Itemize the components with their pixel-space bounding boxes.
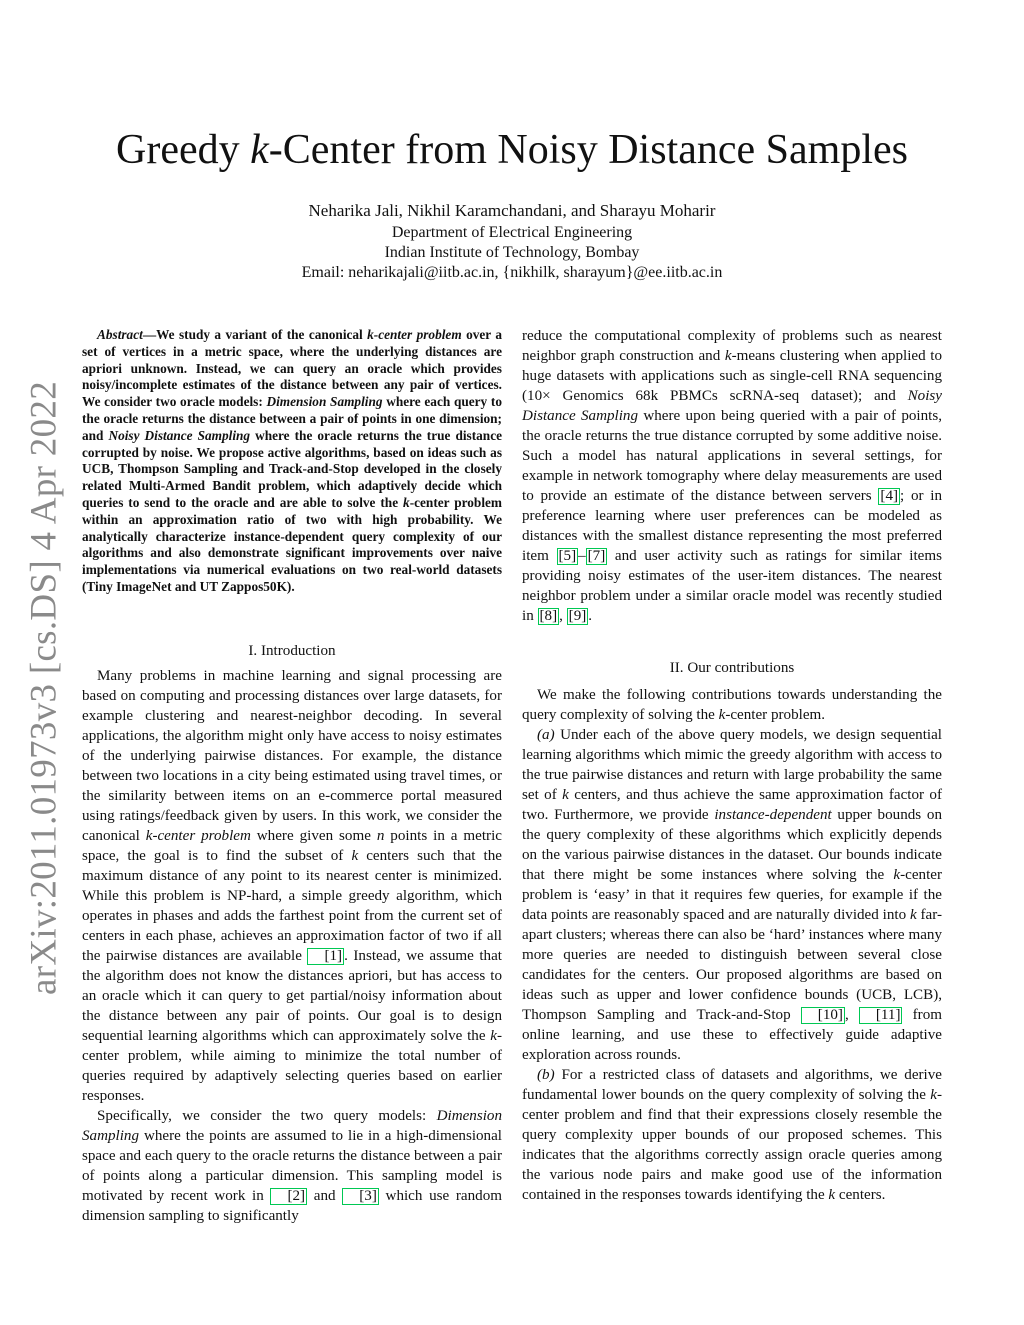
contributions-body: We make the following contributions towards understanding the query complexity of solving the k-center problem. (a) Under each of the above query models, we design sequential learning algorithms which mimic the greedy algorithm with access to the true pairwise distances and return with large probability the same set of k centers, and thus achieve the same approximation factor of two. Furthermore, we provide instance-dependent upper bounds on the query complexity of these algorithms which explicitly depends on the various pairwise distances in the dataset. Our bounds indicate that there might be some instances where solving the k-center problem is ‘easy’ in that it requires few queries, for example if the data points are reasonably spaced and are naturally divided into k far-apart clusters; whereas there can also be ‘hard’ instances where many more queries are needed to distinguish between several close candidates for the centers. Our proposed algorithms are based on ideas such as upper and lower confidence bounds (UCB, LCB), Thompson Sampling and Track-and-Stop [10] , [11] from online learning, and use these to effectively guide adaptive exploration across rounds. (b) For a restricted class of datasets and algorithms, we derive fundamental lower bounds on the query complexity of solving the k-center problem and find that their expressions closely resemble the query complexity upper bounds of our proposed schemes. This indicates that the algorithms correctly assign oracle queries among the various node pairs and make good use of the information contained in the responses towards identifying the k centers. [522,687,943,1203]
citation-link[interactable]: [10] [801,1007,845,1024]
arxiv-identifier: arXiv:2011.01973v3 [cs.DS] 4 Apr 2022 [23,380,65,996]
department: Department of Electrical Engineering [391,224,633,241]
citation-link[interactable]: [9] [568,608,587,624]
right-column-continuation: reduce the computational complexity of problems such as nearest neighbor graph construction and k-means clustering when applied to huge datasets with applications such as single-cell RNA sequencing (10× Genomics 68k PBMCs scRNA-seq dataset); and Noisy Distance Sampling where upon being queried with a pair of points, the oracle returns the true distance corrupted by some additive noise. Such a model has natural applications in several settings, for example in network tomography where delay measurements are used to provide an estimate of the distance between servers [4] ; or in preference learning where user preferences can be modeled as distances with the smallest distance representing the most preferred item [5] – [7] and user activity such as ratings for similar items providing noisy estimates of the user-item distances. The nearest neighbor problem under a similar oracle model was recently studied in [8] , [9] . [522,328,942,624]
citation-link[interactable]: [4] [880,488,899,504]
citation-link[interactable]: [1] [307,948,344,965]
authors: Neharika Jali, Nikhil Karamchandani, and Sharayu Moharir [308,201,716,220]
citation-link[interactable]: [7] [587,548,606,564]
section-1-heading: I. Introduction [248,643,336,659]
abstract: Abstract—We study a variant of the canonical k-center problem over a set of vertices in a metric space, where the underlying distances are apriori unknown. Instead, we can query an oracle which provides noisy/incomplete estimates of the distance between any pair of vertices. We consider two oracle models: Dimension Sampling where each query to the oracle returns the distance between a pair of points in one dimension; and Noisy Distance Sampling where the oracle returns the true distance corrupted by noise. We propose active algorithms, based on ideas such as UCB, Thompson Sampling and Track-and-Stop developed in the closely related Multi-Armed Bandit problem, which adaptively decide which queries to send to the oracle and are able to solve the k-center problem within an approximation ratio of two with high probability. We analytically characterize instance-dependent query complexity of our algorithms and also demonstrate significant improvements over naive implementations via numerical evaluations on two real-world datasets (Tiny ImageNet and UT Zappos50K). [82,327,503,594]
institute: Indian Institute of Technology, Bombay [384,244,640,261]
introduction-body: Many problems in machine learning and signal processing are based on computing and processing distances over large datasets, for example clustering and nearest-neighbor decoding. In several applications, the algorithm might only have access to noisy estimates of the underlying pairwise distances. For example, the distance between two locations in a city being estimated using travel times, or the similarity between items on an e-commerce portal measured using ratings/feedback given by users. In this work, we consider the canonical k-center problem where given some n points in a metric space, the goal is to find the subset of k centers such that the maximum distance of any point to its nearest center is minimized. While this problem is NP-hard, a simple greedy algorithm, which operates in phases and adds the farthest point from the current set of centers in each phase, achieves an approximation factor of two if all the pairwise distances are available [1] . Instead, we assume that the algorithm does not know the distances apriori, but has access to an oracle which it can query to get partial/noisy information about the distance between any pair of points. Our goal is to design sequential learning algorithms which can approximately solve the k-center problem, while aiming to minimize the total number of queries required by adaptively selecting queries based on earlier responses. Specifically, we consider the two query models: Dimension Sampling where the points are assumed to lie in a high-dimensional space and each query to the oracle returns the distance between a pair of points along a particular dimension. This sampling model is motivated by recent work in [2] and [3] which use random dimension sampling to significantly [82,668,503,1224]
citation-link[interactable]: [3] [342,1188,379,1205]
email: Email: neharikajali@iitb.ac.in, {nikhilk, sharayum}@ee.iitb.ac.in [301,264,723,281]
citation-link[interactable]: [11] [859,1007,903,1024]
citation-link[interactable]: [8] [539,608,558,624]
section-2-heading: II. Our contributions [669,660,795,676]
citation-link[interactable]: [2] [270,1188,307,1205]
paper-title: Greedy k-Center from Noisy Distance Samples [116,127,908,173]
citation-link[interactable]: [5] [558,548,577,564]
